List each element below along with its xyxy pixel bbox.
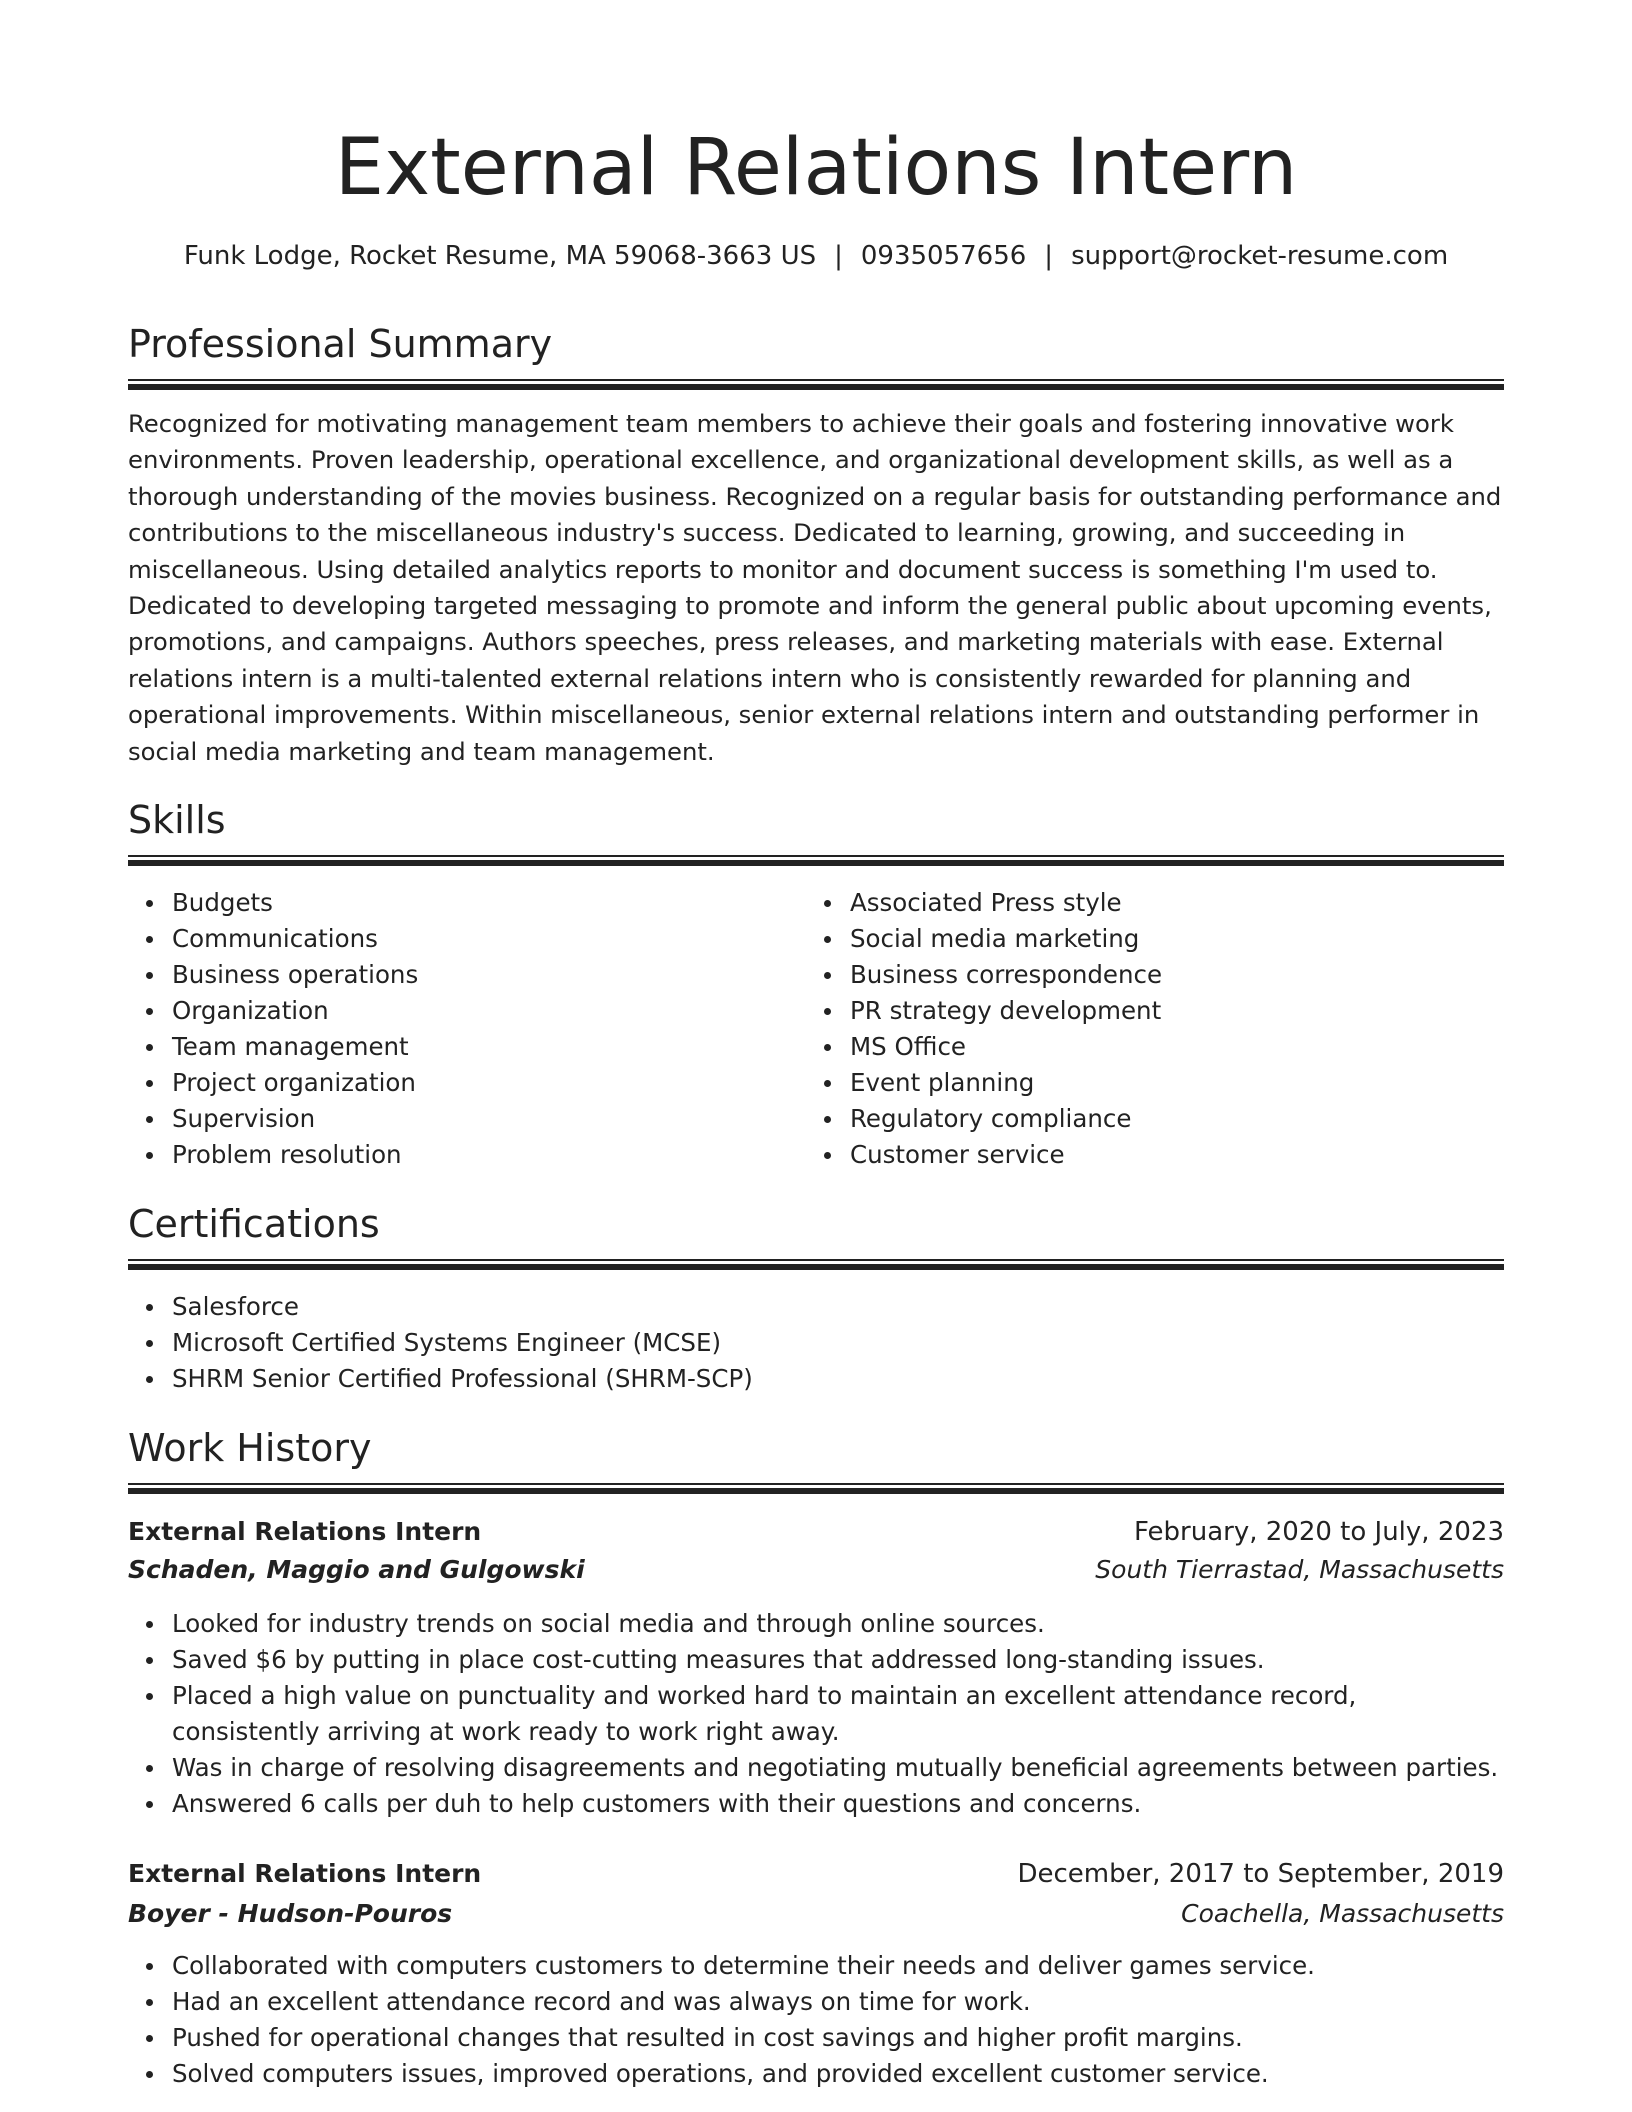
- certification-item: Salesforce: [172, 1289, 1502, 1325]
- skill-item: PR strategy development: [850, 993, 1500, 1029]
- job-bullet: Saved $6 by putting in place cost-cutting measures that addressed long-standing issues.: [172, 1642, 1502, 1678]
- job-bullet: Solved computers issues, improved operations, and provided excellent customer service.: [172, 2056, 1502, 2092]
- skill-item: Regulatory compliance: [850, 1101, 1500, 1137]
- contact-phone: 0935057656: [860, 241, 1027, 271]
- job-dates: February, 2020 to July, 2023: [1134, 1517, 1504, 1547]
- skill-item: MS Office: [850, 1029, 1500, 1065]
- skill-item: Business operations: [172, 957, 792, 993]
- skill-item: Budgets: [172, 885, 792, 921]
- certification-item: SHRM Senior Certified Professional (SHRM-SCP): [172, 1361, 1502, 1397]
- job-bullet: Answered 6 calls per duh to help customers with their questions and concerns.: [172, 1786, 1502, 1822]
- contact-separator: |: [1044, 241, 1054, 271]
- candidate-name: External Relations Intern: [334, 123, 1298, 213]
- contact-separator: |: [834, 241, 843, 271]
- skill-item: Organization: [172, 993, 792, 1029]
- skill-item: Team management: [172, 1029, 792, 1065]
- skill-item: Problem resolution: [172, 1137, 792, 1173]
- skill-item: Customer service: [850, 1137, 1500, 1173]
- skills-list-right: [806, 885, 1500, 1173]
- job-dates: December, 2017 to September, 2019: [1017, 1859, 1504, 1889]
- summary-text: Recognized for motivating management team members to achieve their goals and fostering innovative work environments. Proven leadership, operational excellence, and organizational development skills, as well as a thorough understanding of the movies business. Recognized on a regular basis for outstanding performance and contributions to the miscellaneous industry's success. Dedicated to learning, growing, and succeeding in miscellaneous. Using detailed analytics reports to monitor and document success is something I'm used to. Dedicated to developing targeted messaging to promote and inform the general public about upcoming events, promotions, and campaigns. Authors speeches, press releases, and marketing materials with ease. External relations intern is a multi-talented external relations intern who is consistently rewarded for planning and operational improvements. Within miscellaneous, senior external relations intern and outstanding performer in social media marketing and team management.: [128, 409, 1502, 766]
- certification-item: Microsoft Certified Systems Engineer (MCSE): [172, 1325, 1502, 1361]
- job-company: Boyer - Hudson-Pouros: [128, 1899, 453, 1928]
- skill-item: Event planning: [850, 1065, 1500, 1101]
- skills-heading: Skills: [128, 798, 226, 842]
- skill-item: Business correspondence: [850, 957, 1500, 993]
- summary-divider: [128, 379, 1504, 390]
- summary-heading: Professional Summary: [128, 322, 553, 366]
- job-bullets: [128, 1948, 1502, 2092]
- skills-divider: [128, 855, 1504, 866]
- job-title: External Relations Intern: [128, 1517, 482, 1546]
- contact-email[interactable]: support@rocket-resume.com: [1071, 241, 1449, 271]
- skills-list-left: [128, 885, 792, 1173]
- job-bullet: Pushed for operational changes that resulted in cost savings and higher profit margins.: [172, 2020, 1502, 2056]
- skill-item: Social media marketing: [850, 921, 1500, 957]
- certifications-divider: [128, 1259, 1504, 1270]
- skill-item: Project organization: [172, 1065, 792, 1101]
- contact-address: Funk Lodge, Rocket Resume, MA 59068-3663 US: [183, 241, 817, 271]
- job-title: External Relations Intern: [128, 1859, 482, 1888]
- certifications-heading: Certifications: [128, 1202, 380, 1246]
- skill-item: Associated Press style: [850, 885, 1500, 921]
- work-history-heading: Work History: [128, 1426, 372, 1470]
- work-history-divider: [128, 1483, 1504, 1494]
- job-bullets: [128, 1606, 1502, 1822]
- certifications-list: [128, 1289, 1502, 1397]
- job-location: South Tierrastad, Massachusetts: [1095, 1555, 1504, 1584]
- job-bullet: Looked for industry trends on social media and through online sources.: [172, 1606, 1502, 1642]
- job-bullet: Placed a high value on punctuality and worked hard to maintain an excellent attendance record, consistently arriving at work ready to work right away.: [172, 1678, 1502, 1750]
- job-bullet: Collaborated with computers customers to determine their needs and deliver games service.: [172, 1948, 1502, 1984]
- contact-line: [128, 238, 1504, 274]
- skill-item: Communications: [172, 921, 792, 957]
- job-bullet: Was in charge of resolving disagreements and negotiating mutually beneficial agreements between parties.: [172, 1750, 1502, 1786]
- skill-item: Supervision: [172, 1101, 792, 1137]
- job-bullet: Had an excellent attendance record and was always on time for work.: [172, 1984, 1502, 2020]
- job-company: Schaden, Maggio and Gulgowski: [128, 1555, 585, 1584]
- job-location: Coachella, Massachusetts: [1181, 1899, 1504, 1928]
